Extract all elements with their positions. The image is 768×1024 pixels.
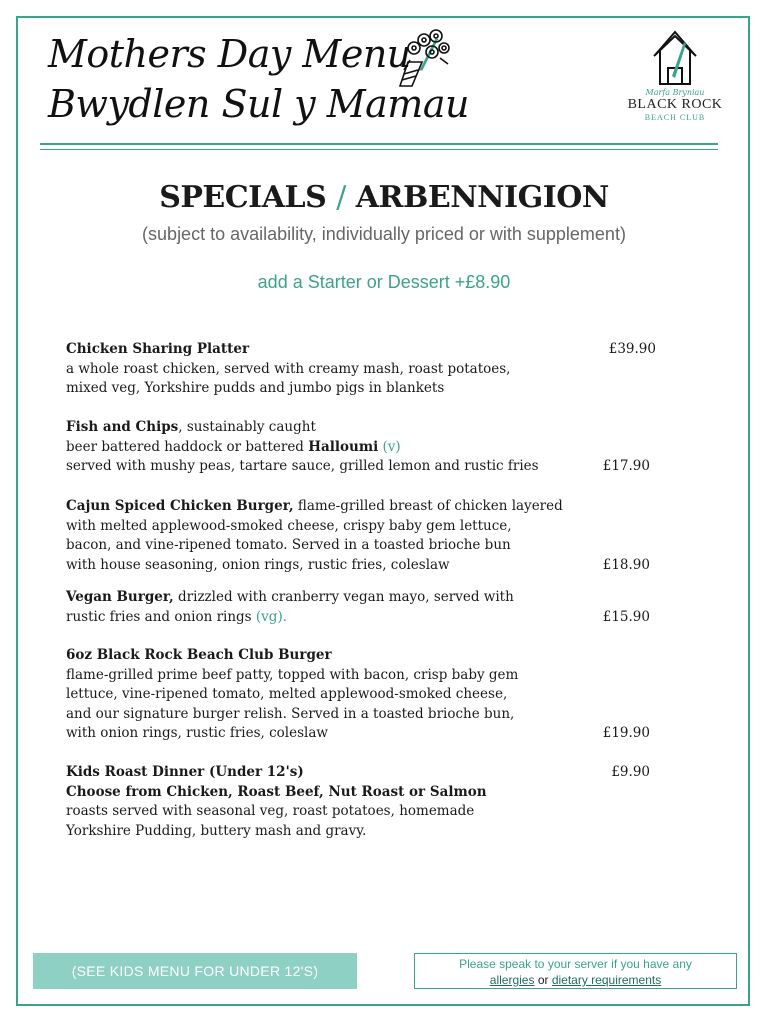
item-name: Chicken Sharing Platter [66, 341, 250, 357]
item-name: Cajun Spiced Chicken Burger, [66, 498, 294, 514]
logo-subtitle: BEACH CLUB [644, 113, 706, 122]
beach-hut-logo-icon [650, 28, 700, 86]
item-name: 6oz Black Rock Beach Club Burger [66, 647, 332, 663]
title-slash: / [422, 32, 435, 76]
black-rock-logo [620, 28, 730, 122]
menu-item-black-rock-burger: 6oz Black Rock Beach Club Burger flame-grilled prime beef patty, topped with bacon, crisp baby gem lettuce, vine-ripened tomato, melted applewood-smoked cheese, and our signature burger relish. Served in a toasted brioche bun, with onion rings, rustic fries, coleslaw £19.90 [66, 646, 666, 744]
item-description: mixed veg, Yorkshire pudds and jumbo pigs in blankets [66, 380, 445, 396]
item-price: £39.90 [608, 341, 656, 357]
kids-choice: Choose from Chicken, Roast Beef, Nut Roast or Salmon [66, 783, 487, 800]
item-price: £18.90 [602, 556, 650, 573]
item-price: £17.90 [602, 458, 650, 474]
addon-offer: add a Starter or Dessert +£8.90 [257, 272, 511, 292]
vegan-tag: (vg). [255, 608, 287, 625]
menu-item-cajun-burger: Cajun Spiced Chicken Burger, flame-grilled breast of chicken layered with melted applewood-smoked cheese, crispy baby gem lettuce, bacon, and vine-ripened tomato. Served in a toasted brioche bun with house seasoning, onion rings, rustic fries, coleslaw £18.90 [66, 497, 666, 575]
item-price: £9.90 [611, 764, 650, 780]
item-name: Fish and Chips [66, 419, 179, 435]
divider-top [40, 143, 718, 145]
divider-bottom [40, 149, 718, 150]
item-name: Kids Roast Dinner (Under 12's) [66, 764, 304, 780]
item-description: a whole roast chicken, served with creamy mash, roast potatoes, [66, 360, 511, 377]
logo-script-text: Marfa Bryniau [645, 88, 705, 97]
availability-note: (subject to availability, individually priced or with supplement) [142, 224, 626, 244]
item-name: Vegan Burger, [66, 589, 174, 605]
menu-item-kids-roast: Kids Roast Dinner (Under 12's) £9.90 Choose from Chicken, Roast Beef, Nut Roast or Salmon roasts served with seasonal veg, roast potatoes, homemade Yorkshire Pudding, buttery mash and gravy. [66, 764, 650, 839]
menu-item-vegan-burger: Vegan Burger, drizzled with cranberry vegan mayo, served with rustic fries and onion rings (vg). £15.90 [66, 588, 666, 627]
title-english: Mothers Day Menu / [48, 32, 435, 76]
allergy-note: Please speak to your server if you have any allergies or dietary requirements [414, 953, 737, 989]
menu-item-chicken-platter [66, 340, 666, 399]
menu-item-fish-and-chips: Fish and Chips, sustainably caught beer battered haddock or battered Halloumi (v) served with mushy peas, tartare sauce, grilled lemon and rustic fries £17.90 [66, 418, 666, 477]
allergies-text: allergies [489, 973, 535, 987]
title-welsh: Bwydlen Sul y Mamau [48, 82, 469, 126]
logo-name: BLACK ROCK [627, 97, 723, 112]
dietary-requirements-text: dietary requirements [551, 973, 662, 987]
flower-bouquet-icon [392, 26, 454, 94]
section-heading: SPECIALS / ARBENNIGION [159, 180, 609, 215]
item-price: £15.90 [602, 608, 650, 625]
item-description: served with mushy peas, tartare sauce, grilled lemon and rustic fries [66, 458, 539, 474]
vegetarian-tag: (v) [378, 438, 401, 455]
item-price: £19.90 [602, 725, 650, 741]
kids-menu-note: (SEE KIDS MENU FOR UNDER 12'S) [33, 953, 357, 989]
